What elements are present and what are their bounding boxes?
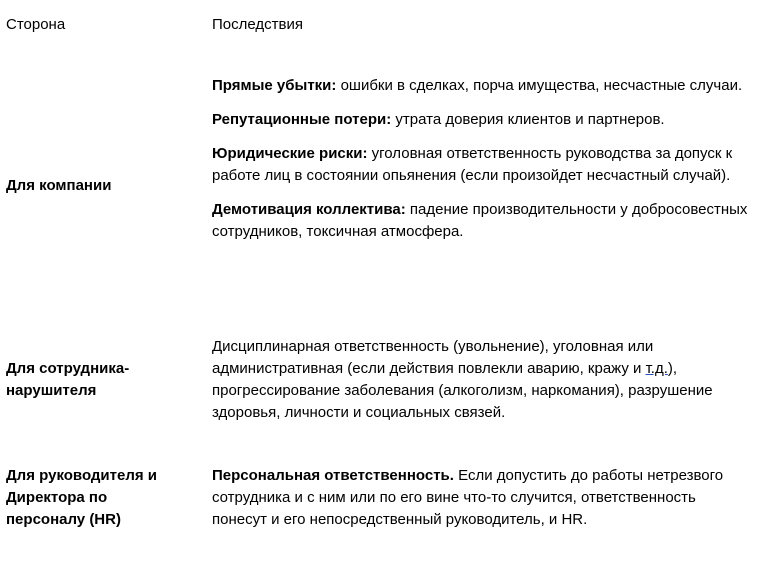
header-side: Сторона <box>6 16 66 33</box>
consequence-demotivation <box>212 199 752 243</box>
consequence-violator <box>212 336 752 424</box>
consequence-legal-risks <box>212 143 752 187</box>
desc-direct-losses: ошибки в сделках, порча имущества, несчастные случаи. <box>336 77 743 94</box>
violator-text-after: ), прогрессирование заболевания (алкоголизм, наркомания), разрушение здоровья, личности и социальных связей. <box>212 360 713 421</box>
desc-demotivation: падение производительности у добросовестных сотрудников, токсичная атмосфера. <box>212 201 748 240</box>
term-personal-responsibility: Персональная ответственность. <box>212 467 454 484</box>
desc-personal-responsibility: Если допустить до работы нетрезвого сотрудника и с ним или по его вине что-то случится, ответственность понесут и его непосредственный руководитель, и HR. <box>212 467 724 528</box>
term-legal-risks: Юридические риски: <box>212 145 368 162</box>
desc-reputation: утрата доверия клиентов и партнеров. <box>391 111 665 128</box>
term-reputation: Репутационные потери: <box>212 111 392 128</box>
term-demotivation: Демотивация коллектива: <box>212 201 406 218</box>
header-consequences: Последствия <box>212 16 303 33</box>
row-label-company: Для компании <box>6 177 112 194</box>
violator-text-before: Дисциплинарная ответственность (увольнение), уголовная или административная (если действия повлекли аварию, кражу и <box>212 338 654 377</box>
term-direct-losses: Прямые убытки: <box>212 77 337 94</box>
row-label-manager-hr: Для руководителя и Директора по персоналу (HR) <box>6 467 158 528</box>
abbrev-etc: т.д. <box>645 360 668 377</box>
desc-legal-risks: уголовная ответственность руководства за допуск к работе лиц в состоянии опьянения (если произойдет несчастный случай). <box>212 145 733 184</box>
table-header-row <box>0 14 759 38</box>
row-label-violator: Для сотрудника-нарушителя <box>6 360 130 399</box>
consequence-direct-losses <box>212 75 752 97</box>
row-content-manager-hr <box>212 465 752 543</box>
consequence-manager-hr <box>212 465 752 531</box>
row-content-company <box>212 75 752 255</box>
consequence-reputation <box>212 109 752 131</box>
row-content-violator <box>212 336 752 436</box>
